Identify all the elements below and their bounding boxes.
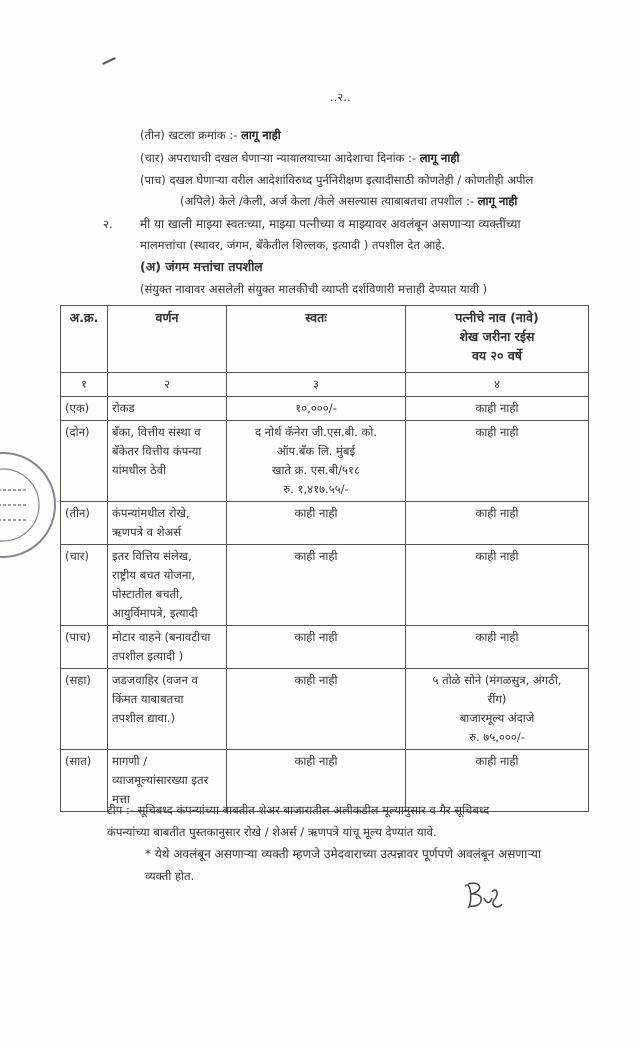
- column-number-row: [61, 373, 589, 397]
- row-description: [108, 397, 227, 421]
- row-self-value-line: काही नाही: [294, 506, 338, 520]
- section-note: (संयुक्त नावावर असलेली संयुक्त मालकीची व्याप्ती दर्शविणारी मत्ताही देण्यात यावी ): [140, 282, 488, 296]
- row-spouse-value-line: काही नाही: [475, 630, 519, 644]
- row-self-value-line: काही नाही: [294, 549, 338, 563]
- row-spouse-value: [406, 397, 589, 421]
- row-description-line: यांमधील ठेवी: [112, 463, 167, 477]
- item-three: [140, 126, 281, 144]
- row-self-value-line: काही नाही: [294, 754, 338, 768]
- row-self-value: [227, 626, 406, 669]
- row-spouse-value-line: बाजारमूल्य अंदाजे: [459, 711, 535, 725]
- row-description-line: बँकेतर वित्तीय कंपन्या: [112, 444, 202, 458]
- table-row: [61, 669, 589, 750]
- row-number: (दोन): [61, 421, 108, 502]
- row-description-line: ऋणपत्रे व शेअर्स: [112, 525, 182, 539]
- signature: [460, 878, 510, 917]
- row-description-line: कंपन्यांमधील रोखे,: [112, 506, 190, 520]
- row-spouse-value: [406, 502, 589, 545]
- section-heading: (अ) जंगम मत्तांचा तपशील: [140, 259, 263, 274]
- official-stamp: [0, 450, 58, 560]
- row-self-value-line: काही नाही: [294, 673, 338, 687]
- row-number: (सात): [61, 750, 108, 812]
- row-description-line: मागणी /: [112, 754, 148, 768]
- row-number: (एक): [61, 397, 108, 421]
- item-text: खटला क्रमांक :-: [168, 128, 242, 142]
- row-description: [108, 502, 227, 545]
- row-self-value-line: ऑप.बँक लि. मुंबई: [276, 444, 356, 458]
- row-description-line: राष्ट्रीय बचत योजना,: [112, 568, 195, 582]
- row-self-value-line: रु. १,४१७.५५/-: [283, 482, 349, 496]
- row-description-line: आयुर्विमापत्रे, इत्यादी: [112, 606, 198, 620]
- row-description-line: बँका, वित्तीय संस्था व: [112, 425, 201, 439]
- item-value: लागू नाही: [419, 151, 460, 165]
- row-description-line: तपशील द्यावा.): [112, 711, 176, 725]
- row-spouse-value: [406, 545, 589, 626]
- row-self-value-line: द नोर्थ कॅनेरा जी.एस.बी. को.: [255, 425, 377, 439]
- row-self-value: [227, 397, 406, 421]
- item-four: [140, 149, 459, 167]
- row-description-line: मत्ता: [112, 792, 130, 806]
- row-spouse-value: [406, 626, 589, 669]
- column-number: १: [61, 373, 108, 397]
- column-number: ३: [227, 373, 406, 397]
- row-self-value: [227, 502, 406, 545]
- item-text: (अपिले) केले /केली, अर्ज केला /केले असल्यास त्याबाबतचा तपशील :-: [180, 194, 478, 208]
- row-spouse-value-line: काही नाही: [475, 754, 519, 768]
- page-number: ..२..: [330, 90, 351, 104]
- row-description: [108, 626, 227, 669]
- row-number: (पाच): [61, 626, 108, 669]
- table-row: [61, 502, 589, 545]
- row-self-value-line: खाते क्र. एस.बी/५१८: [272, 463, 360, 477]
- item-text: अपराधाची दखल घेणाऱ्या न्यायालयाच्या आदेशाचा दिनांक :-: [167, 151, 420, 165]
- row-description-line: किंमत याबाबतचा: [112, 692, 184, 706]
- row-description-line: मोटार वाहने (बनावटीचा: [112, 630, 211, 644]
- header-description: वर्णन: [108, 306, 227, 373]
- scan-mark: [102, 57, 116, 65]
- row-description: [108, 421, 227, 502]
- table-row: [61, 397, 589, 421]
- section-line2: मालमत्तांचा (स्थावर, जंगम, बँकेतील शिल्लक, इत्यादी ) तपशील देत आहे.: [140, 238, 446, 252]
- row-description-line: व्याजमूल्यांसारख्या इतर: [112, 773, 209, 787]
- row-spouse-value: [406, 421, 589, 502]
- signature-mark: [460, 878, 510, 912]
- row-self-value: [227, 669, 406, 750]
- row-description: [108, 669, 227, 750]
- header-self: स्वतः: [227, 306, 406, 373]
- spouse-age: वय २० वर्षे: [471, 348, 523, 363]
- item-text: दखल घेणाऱ्या वरील आदेशांविरुध्द पुर्ननिरीक्षण इत्यादीसाठी कोणतेही / कोणतीही अपील: [169, 173, 534, 187]
- row-number: (सहा): [61, 669, 108, 750]
- row-spouse-value-line: रु. ७५,०००/-: [469, 730, 525, 744]
- section-line1: मी या खाली माझ्या स्वतःच्या, माझ्या पत्नीच्या व माझ्यावर अवलंबून असणाऱ्या व्यक्तींच्या: [140, 217, 521, 231]
- spouse-label: पत्नीचे नाव (नावे): [455, 310, 539, 325]
- row-self-value-line: १०,०००/-: [295, 401, 337, 415]
- row-description-line: पोस्टातील बचती,: [112, 587, 183, 601]
- table-row: [61, 545, 589, 626]
- header-spouse: [406, 306, 589, 373]
- footnote-line2: कंपन्यांच्या बाबतीत पुस्तकानुसार रोखे / शेअर्स / ऋणपत्रे यांचू मूल्य देण्यांत यावे.: [107, 825, 437, 839]
- item-label: (पाच): [140, 173, 166, 187]
- section-number: २.: [103, 217, 113, 231]
- row-self-value-line: काही नाही: [294, 630, 338, 644]
- column-number: ४: [406, 373, 589, 397]
- spouse-name: शेख जरीना रईस: [459, 329, 535, 344]
- row-self-value: [227, 545, 406, 626]
- table-row: [61, 421, 589, 502]
- row-description-line: रोकड: [112, 401, 135, 415]
- footnote-line4: व्यक्ती होत.: [145, 869, 195, 883]
- row-spouse-value-line: काही नाही: [475, 425, 519, 439]
- row-number: (तीन): [61, 502, 108, 545]
- row-description-line: तपशील इत्यादी ): [112, 649, 184, 663]
- row-spouse-value-line: ५ तोळे सोने (मंगळसुत्र, अंगठी,: [432, 673, 562, 687]
- table-header-row: [61, 306, 589, 373]
- movable-assets-table: [60, 305, 589, 812]
- row-spouse-value: [406, 669, 589, 750]
- row-description-line: इतर वित्तिय संलेख,: [112, 549, 192, 563]
- row-spouse-value-line: काही नाही: [475, 506, 519, 520]
- footnote-line3: * येथे अवलंबून असणाऱ्या व्यक्ती म्हणजे उमेदवाराच्या उत्पन्नावर पूर्णपणे अवलंबून असणाऱ्या: [145, 847, 541, 861]
- row-spouse-value-line: रींग): [487, 692, 507, 706]
- row-spouse-value-line: काही नाही: [475, 549, 519, 563]
- row-spouse-value-line: काही नाही: [475, 401, 519, 415]
- footnote-line1: टीप :- सूचिबध्द कंपन्यांच्या बाबतीत शेअर बाजारातील अलीकडील मूल्यानुसार व गैर सूचिबध्द: [107, 803, 490, 817]
- item-label: (तीन): [140, 128, 165, 142]
- row-description: [108, 545, 227, 626]
- item-value: लागू नाही: [241, 128, 281, 142]
- row-self-value: [227, 421, 406, 502]
- column-number: २: [108, 373, 227, 397]
- table-row: [61, 626, 589, 669]
- row-number: (चार): [61, 545, 108, 626]
- item-five-cont: [180, 192, 517, 210]
- row-description-line: जडजवाहिर (वजन व: [112, 673, 198, 687]
- header-sr-no: अ.क्र.: [61, 306, 108, 373]
- item-value: लागू नाही: [477, 194, 518, 208]
- item-label: (चार): [140, 151, 164, 165]
- item-five: [140, 171, 533, 189]
